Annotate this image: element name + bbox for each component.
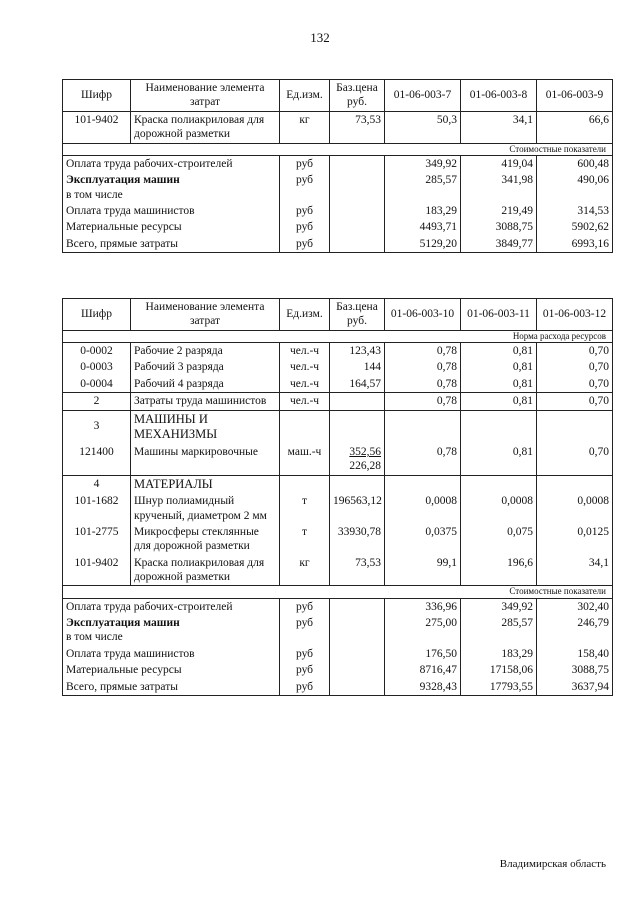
row-price-empty — [330, 393, 385, 410]
row-value: 0,0008 — [385, 493, 461, 524]
summary-name: Всего, прямые затраты — [63, 679, 280, 696]
row-value: 0,78 — [385, 359, 461, 375]
summary-value: 341,98 — [461, 172, 537, 203]
row-price-cell — [330, 444, 385, 475]
summary-value: 314,53 — [537, 203, 613, 219]
section-row — [63, 410, 613, 444]
row-value: 0,78 — [385, 343, 461, 360]
summary-row — [63, 679, 613, 696]
summary-value: 219,49 — [461, 203, 537, 219]
summary-row — [63, 203, 613, 219]
summary-value: 336,96 — [385, 598, 461, 615]
row-value: 0,78 — [385, 393, 461, 410]
row-code: 101-1682 — [63, 493, 131, 524]
row-name: Машины маркировочные — [131, 444, 280, 475]
row-code: 0-0004 — [63, 376, 131, 393]
summary-value: 302,40 — [537, 598, 613, 615]
row-value: 0,70 — [537, 343, 613, 360]
banner-resource-norm: Норма расхода ресурсов — [63, 330, 613, 342]
empty-cell — [385, 410, 461, 444]
summary-unit: руб — [280, 219, 330, 235]
summary-name: Эксплуатация машин — [66, 617, 180, 629]
section-title: МАШИНЫ И МЕХАНИЗМЫ — [131, 410, 280, 444]
summary-row — [63, 219, 613, 235]
summary-price-empty — [330, 646, 385, 662]
header-unit: Ед.изм. — [280, 80, 330, 112]
row-code: 101-9402 — [63, 555, 131, 586]
table-row — [63, 524, 613, 555]
row-value: 0,0375 — [385, 524, 461, 555]
summary-value: 3088,75 — [461, 219, 537, 235]
row-value: 0,0008 — [537, 493, 613, 524]
row-code: 101-2775 — [63, 524, 131, 555]
summary-price-empty — [330, 219, 385, 235]
row-name: Рабочий 4 разряда — [131, 376, 280, 393]
summary-value: 3637,94 — [537, 679, 613, 696]
summary-name: Оплата труда машинистов — [63, 646, 280, 662]
header-col-code: 01-06-003-12 — [537, 299, 613, 331]
header-name: Наименование элемента затрат — [131, 299, 280, 331]
section-code: 2 — [63, 393, 131, 410]
summary-value: 17793,55 — [461, 679, 537, 696]
row-code: 101-9402 — [63, 111, 131, 143]
table-row — [63, 493, 613, 524]
row-value: 0,0008 — [461, 493, 537, 524]
summary-row — [63, 662, 613, 678]
row-name: Затраты труда машинистов — [131, 393, 280, 410]
summary-unit: руб — [280, 646, 330, 662]
table-row — [63, 444, 613, 475]
summary-row — [63, 598, 613, 615]
table-header-row — [63, 299, 613, 331]
summary-price-empty — [330, 155, 385, 172]
header-unit: Ед.изм. — [280, 299, 330, 331]
header-col-code: 01-06-003-9 — [537, 80, 613, 112]
summary-name: Материальные ресурсы — [63, 662, 280, 678]
row-value: 0,70 — [537, 444, 613, 475]
summary-row — [63, 236, 613, 253]
row-price: 164,57 — [330, 376, 385, 393]
summary-unit: руб — [280, 236, 330, 253]
summary-name: Оплата труда машинистов — [63, 203, 280, 219]
row-unit: маш.-ч — [280, 444, 330, 475]
summary-name: Всего, прямые затраты — [63, 236, 280, 253]
table-row — [63, 359, 613, 375]
row-name: Микросферы стеклянные для дорожной разметки — [131, 524, 280, 555]
row-value: 0,70 — [537, 393, 613, 410]
row-value: 0,81 — [461, 343, 537, 360]
summary-price-empty — [330, 615, 385, 646]
empty-cell — [537, 410, 613, 444]
row-price: 352,56 — [349, 445, 381, 458]
row-unit: чел.-ч — [280, 359, 330, 375]
section-title: МАТЕРИАЛЫ — [131, 475, 280, 493]
row-value: 50,3 — [385, 111, 461, 143]
summary-value: 3088,75 — [537, 662, 613, 678]
summary-row — [63, 155, 613, 172]
summary-unit: руб — [280, 615, 330, 646]
summary-value: 4493,71 — [385, 219, 461, 235]
row-value: 0,0125 — [537, 524, 613, 555]
summary-value: 5129,20 — [385, 236, 461, 253]
summary-name: Эксплуатация машин — [66, 174, 180, 187]
page-number: 132 — [310, 30, 330, 45]
empty-cell — [330, 410, 385, 444]
empty-cell — [385, 475, 461, 493]
row-code: 121400 — [63, 444, 131, 475]
summary-value: 183,29 — [461, 646, 537, 662]
row-unit: чел.-ч — [280, 393, 330, 410]
header-code: Шифр — [63, 80, 131, 112]
summary-value: 183,29 — [385, 203, 461, 219]
table-header-row — [63, 80, 613, 112]
row-value: 0,70 — [537, 376, 613, 393]
empty-cell — [280, 410, 330, 444]
summary-name: Материальные ресурсы — [63, 219, 280, 235]
row-unit: кг — [280, 555, 330, 586]
row-price: 73,53 — [330, 111, 385, 143]
row-price: 144 — [330, 359, 385, 375]
row-name: Краска полиакриловая для дорожной разметки — [131, 555, 280, 586]
row-value: 0,81 — [461, 444, 537, 475]
row-value: 34,1 — [461, 111, 537, 143]
estimate-table-1 — [62, 79, 613, 253]
row-price: 123,43 — [330, 343, 385, 360]
summary-price-empty — [330, 598, 385, 615]
summary-row — [63, 615, 613, 646]
summary-value: 158,40 — [537, 646, 613, 662]
empty-cell — [461, 475, 537, 493]
summary-row — [63, 646, 613, 662]
row-price: 33930,78 — [330, 524, 385, 555]
summary-value: 17158,06 — [461, 662, 537, 678]
banner-row — [63, 143, 613, 155]
row-code: 0-0002 — [63, 343, 131, 360]
summary-value: 600,48 — [537, 155, 613, 172]
header-col-code: 01-06-003-11 — [461, 299, 537, 331]
footer-region: Владимирская область — [499, 858, 606, 870]
row-value: 0,70 — [537, 359, 613, 375]
header-col-code: 01-06-003-8 — [461, 80, 537, 112]
summary-value: 349,92 — [461, 598, 537, 615]
header-col-code: 01-06-003-7 — [385, 80, 461, 112]
row-value: 34,1 — [537, 555, 613, 586]
summary-value: 6993,16 — [537, 236, 613, 253]
row-price-secondary: 226,28 — [349, 460, 381, 473]
row-price: 73,53 — [330, 555, 385, 586]
summary-value: 285,57 — [385, 172, 461, 203]
row-value: 66,6 — [537, 111, 613, 143]
summary-value: 349,92 — [385, 155, 461, 172]
summary-name-cell — [63, 615, 280, 646]
banner-cost-indicators: Стоимостные показатели — [63, 586, 613, 598]
row-code: 0-0003 — [63, 359, 131, 375]
row-value: 0,81 — [461, 393, 537, 410]
table-row — [63, 343, 613, 360]
table-row — [63, 393, 613, 410]
section-code: 4 — [63, 475, 131, 493]
section-row — [63, 475, 613, 493]
row-value: 0,81 — [461, 376, 537, 393]
summary-value: 8716,47 — [385, 662, 461, 678]
banner-row — [63, 330, 613, 342]
empty-cell — [537, 475, 613, 493]
row-value: 99,1 — [385, 555, 461, 586]
row-value: 0,81 — [461, 359, 537, 375]
banner-cost-indicators: Стоимостные показатели — [63, 143, 613, 155]
summary-unit: руб — [280, 203, 330, 219]
summary-name: Оплата труда рабочих-строителей — [63, 155, 280, 172]
summary-row — [63, 172, 613, 203]
summary-price-empty — [330, 236, 385, 253]
summary-value: 176,50 — [385, 646, 461, 662]
summary-price-empty — [330, 172, 385, 203]
summary-unit: руб — [280, 598, 330, 615]
summary-value: 275,00 — [385, 615, 461, 646]
row-price: 196563,12 — [330, 493, 385, 524]
header-price: Баз.цена руб. — [330, 80, 385, 112]
summary-unit: руб — [280, 155, 330, 172]
table-row — [63, 555, 613, 586]
summary-price-empty — [330, 662, 385, 678]
row-name: Рабочий 3 разряда — [131, 359, 280, 375]
row-value: 196,6 — [461, 555, 537, 586]
summary-value: 490,06 — [537, 172, 613, 203]
header-code: Шифр — [63, 299, 131, 331]
empty-cell — [330, 475, 385, 493]
row-name: Шнур полиамидный крученый, диаметром 2 мм — [131, 493, 280, 524]
summary-value: 5902,62 — [537, 219, 613, 235]
row-unit: т — [280, 493, 330, 524]
row-unit: чел.-ч — [280, 343, 330, 360]
row-unit: т — [280, 524, 330, 555]
summary-value: 246,79 — [537, 615, 613, 646]
empty-cell — [461, 410, 537, 444]
row-unit: кг — [280, 111, 330, 143]
row-value: 0,78 — [385, 376, 461, 393]
estimate-table-2 — [62, 298, 613, 696]
summary-value: 9328,43 — [385, 679, 461, 696]
summary-value: 3849,77 — [461, 236, 537, 253]
row-value: 0,78 — [385, 444, 461, 475]
summary-value: 419,04 — [461, 155, 537, 172]
summary-name: Оплата труда рабочих-строителей — [63, 598, 280, 615]
row-name: Краска полиакриловая для дорожной разметки — [131, 111, 280, 143]
summary-name-cell — [63, 172, 280, 203]
summary-unit: руб — [280, 679, 330, 696]
summary-price-empty — [330, 203, 385, 219]
summary-value: 285,57 — [461, 615, 537, 646]
header-price: Баз.цена руб. — [330, 299, 385, 331]
summary-unit: руб — [280, 172, 330, 203]
summary-unit: руб — [280, 662, 330, 678]
summary-price-empty — [330, 679, 385, 696]
header-col-code: 01-06-003-10 — [385, 299, 461, 331]
row-value: 0,075 — [461, 524, 537, 555]
summary-subtitle: в том числе — [66, 631, 123, 644]
table-row — [63, 111, 613, 143]
row-unit: чел.-ч — [280, 376, 330, 393]
header-name: Наименование элемента затрат — [131, 80, 280, 112]
summary-subtitle: в том числе — [66, 188, 123, 201]
section-code: 3 — [63, 410, 131, 444]
banner-row — [63, 586, 613, 598]
row-name: Рабочие 2 разряда — [131, 343, 280, 360]
table-row — [63, 376, 613, 393]
empty-cell — [280, 475, 330, 493]
